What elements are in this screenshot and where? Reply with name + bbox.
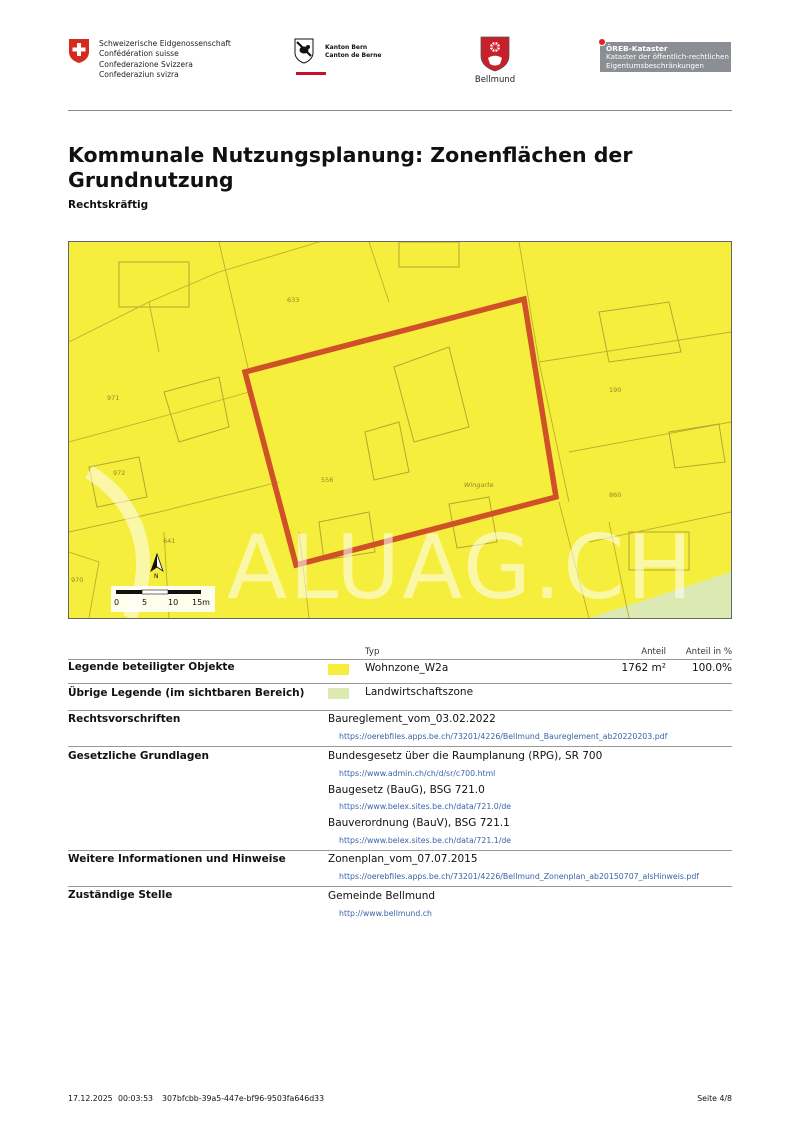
column-header-share: Anteil <box>641 647 666 657</box>
parcel-label-971: 971 <box>107 394 120 402</box>
legal-basis-title-3: Bauverordnung (BauV), BSG 721.1 <box>328 817 510 829</box>
bern-red-bar <box>296 72 326 75</box>
header-divider <box>68 110 732 111</box>
parcel-label-972: 972 <box>113 469 126 477</box>
swiss-line-3: Confederazione Svizzera <box>99 59 193 69</box>
footer-document-id: 307bfcbb-39a5-447e-bf96-9503fa646d33 <box>162 1094 325 1103</box>
more-info-title: Zonenplan_vom_07.07.2015 <box>328 853 478 865</box>
north-label: N <box>154 573 159 580</box>
oereb-line-2: Eigentumsbeschränkungen <box>606 60 704 70</box>
footer-page-number: Seite 4/8 <box>697 1094 732 1103</box>
table-divider <box>68 886 732 887</box>
regulation-title: Baureglement_vom_03.02.2022 <box>328 713 496 725</box>
parcel-label-860: 860 <box>609 491 622 499</box>
map-canvas <box>69 242 731 618</box>
table-divider <box>68 659 732 660</box>
legal-basis-link-1[interactable]: https://www.admin.ch/ch/d/sr/c700.html <box>339 769 496 778</box>
bellmund-name: Bellmund <box>474 75 516 85</box>
involved-type: Wohnzone_W2a <box>365 662 449 674</box>
legal-basis-link-3[interactable]: https://www.belex.sites.be.ch/data/721.1/de <box>339 836 512 845</box>
table-divider <box>68 746 732 747</box>
footer-date: 17.12.2025 <box>68 1094 113 1103</box>
scale-label-5: 5 <box>142 598 148 607</box>
watermark-text: ALUAG.CH <box>227 516 695 618</box>
bellmund-coat-of-arms-icon <box>480 36 510 72</box>
bern-line-1: Kanton Bern <box>325 44 368 51</box>
more-info-link[interactable]: https://oerebfiles.apps.be.ch/73201/4226/Bellmund_Zonenplan_ab20150707_alsHinweis.pdf <box>339 872 700 881</box>
legal-basis-title-1: Bundesgesetz über die Raumplanung (RPG), SR 700 <box>328 750 603 762</box>
status-label: Rechtskräftig <box>68 199 149 211</box>
parcel-label-641: 641 <box>163 537 176 545</box>
involved-share: 1762 m² <box>621 662 666 674</box>
oereb-dot-icon <box>598 38 606 46</box>
legend-involved-label: Legende beteiligter Objekte <box>68 661 235 673</box>
oereb-line-1: Kataster der öffentlich-rechtlichen <box>606 52 729 61</box>
parcel-label-633: 633 <box>287 296 300 304</box>
table-divider <box>68 850 732 851</box>
table-divider <box>68 683 732 684</box>
legal-basis-label: Gesetzliche Grundlagen <box>68 750 209 762</box>
zoning-map <box>68 241 732 619</box>
swiss-confederation-logo <box>68 38 238 82</box>
authority-label: Zuständige Stelle <box>68 889 173 901</box>
authority-title: Gemeinde Bellmund <box>328 890 436 902</box>
scale-label-15m: 15m <box>192 598 210 607</box>
other-type: Landwirtschaftszone <box>365 686 474 698</box>
column-header-type: Typ <box>365 647 380 657</box>
regulations-label: Rechtsvorschriften <box>68 713 181 725</box>
scale-bar <box>111 586 215 612</box>
street-label-wingarte: Wingarte <box>464 481 494 489</box>
canton-bern-logo <box>294 38 404 78</box>
landwirtschaftszone-swatch <box>328 688 349 699</box>
swiss-line-1: Schweizerische Eidgenossenschaft <box>99 39 231 48</box>
oereb-title: ÖREB-Kataster <box>606 44 668 53</box>
oereb-kataster-logo <box>600 42 731 72</box>
regulation-link[interactable]: https://oerebfiles.apps.be.ch/73201/4226/Bellmund_Baureglement_ab20220203.pdf <box>339 732 668 741</box>
scale-label-0: 0 <box>114 598 120 607</box>
swiss-line-4: Confederaziun svizra <box>99 70 179 80</box>
column-header-share-pct: Anteil in % <box>685 647 732 657</box>
involved-share-pct: 100.0% <box>691 662 732 674</box>
swiss-shield-icon <box>68 38 90 64</box>
legend-other-label: Übrige Legende (im sichtbaren Bereich) <box>68 687 305 699</box>
bern-line-2: Canton de Berne <box>325 52 382 59</box>
authority-link[interactable]: http://www.bellmund.ch <box>339 909 432 918</box>
bellmund-logo <box>472 36 518 88</box>
footer-time: 00:03:53 <box>118 1094 154 1103</box>
parcel-label-970: 970 <box>71 576 84 584</box>
wohnzone-swatch <box>328 664 349 675</box>
parcel-label-190: 190 <box>609 386 622 394</box>
parcel-label-556: 556 <box>321 476 334 484</box>
page-title: Kommunale Nutzungsplanung: Zonenflächen der Grundnutzung <box>68 143 633 192</box>
bern-bear-shield-icon <box>294 38 314 64</box>
scale-label-10: 10 <box>168 598 179 607</box>
legal-basis-title-2: Baugesetz (BauG), BSG 721.0 <box>328 784 485 796</box>
legal-basis-link-2[interactable]: https://www.belex.sites.be.ch/data/721.0/de <box>339 802 512 811</box>
table-divider <box>68 710 732 711</box>
more-info-label: Weitere Informationen und Hinweise <box>68 853 286 865</box>
swiss-line-2: Confédération suisse <box>99 49 179 59</box>
